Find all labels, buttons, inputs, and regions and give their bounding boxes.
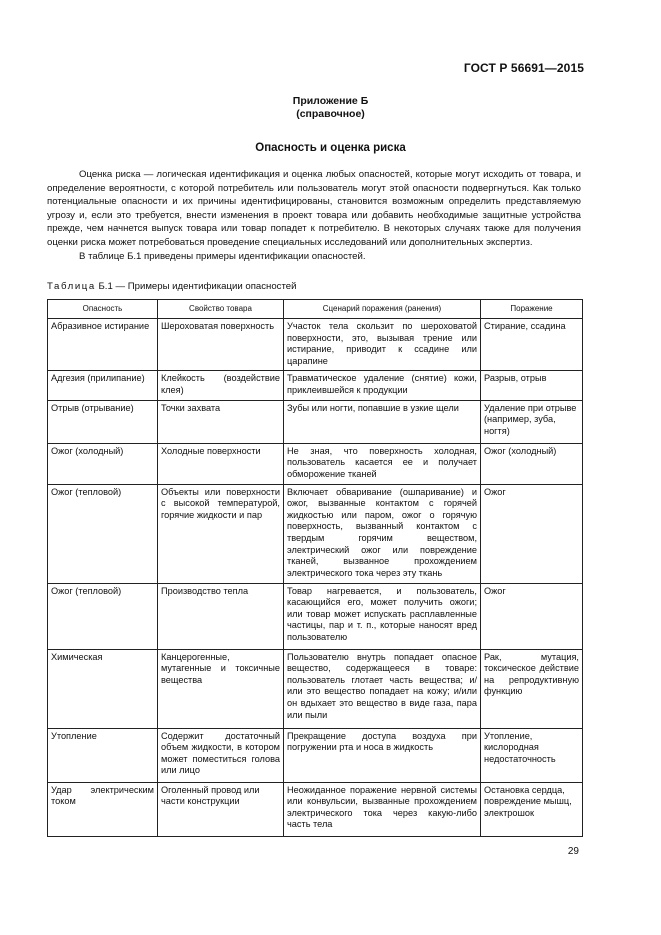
cell-property: Холодные поверхности <box>158 443 284 484</box>
table-caption <box>47 281 296 292</box>
cell-scenario: Прекращение доступа воздуха при погружении рта и носа в жидкость <box>284 728 481 782</box>
table-row <box>48 649 583 728</box>
cell-injury: Остановка сердца, повреждение мышц, электрошок <box>481 782 583 836</box>
annex-heading <box>0 95 661 121</box>
cell-scenario: Не зная, что поверхность холодная, пользователь касается ее и получает обморожение тканей <box>284 443 481 484</box>
table-row <box>48 371 583 400</box>
header-product-property: Свойство товара <box>158 300 284 319</box>
cell-injury: Ожог <box>481 583 583 649</box>
cell-hazard: Абразивное истирание <box>48 319 158 371</box>
cell-hazard: Утопление <box>48 728 158 782</box>
cell-property: Канцерогенные, мутагенные и токсичные вещества <box>158 649 284 728</box>
cell-injury: Разрыв, отрыв <box>481 371 583 400</box>
cell-hazard: Химическая <box>48 649 158 728</box>
cell-injury: Ожог (холодный) <box>481 443 583 484</box>
cell-property: Оголенный провод или части конструкции <box>158 782 284 836</box>
cell-scenario: Неожиданное поражение нервной системы или конвульсии, вызванные прохождением электрического тока через какую-либо часть тела <box>284 782 481 836</box>
paragraph-intro: Оценка риска — логическая идентификация и оценка любых опасностей, которые могут исходить от товара, и определение вероятности, с которой потребитель или пользователь могут этой опасности подвергнуться. Как только потенциальные опасности и их причины идентифицированы, становится возможным определить представляемую угрозу и, если это требуется, внести изменения в проект товара или добавить необходимые защитные устройства прежде, чем начнется выпуск товара или товар попадет к потребителю. В некоторых случаях также для получения оценки риска может потребоваться проведение специальных исследований или дополнительных экспертиз. <box>47 169 581 248</box>
annex-subtitle: (справочное) <box>296 108 365 120</box>
table-row <box>48 782 583 836</box>
table-caption-label: Таблица <box>47 281 96 292</box>
document-code: ГОСТ Р 56691—2015 <box>463 61 584 75</box>
cell-injury: Рак, мутация, токсическое действие на репродуктивную функцию <box>481 649 583 728</box>
cell-scenario: Товар нагревается, и пользователь, касающийся его, может получить ожоги; или товар может испускать расплавленные частицы, пар и т. п., которые наносят вред пользователю <box>284 583 481 649</box>
cell-scenario: Пользователю внутрь попадает опасное вещество, содержащееся в товаре: пользователь глотает часть вещества; и/или это вещество попадает на кожу; и/или он вдыхает это вещество в виде газа, пара или пыли <box>284 649 481 728</box>
table-caption-text: — Примеры идентификации опасностей <box>112 281 297 292</box>
section-title: Опасность и оценка риска <box>255 142 406 154</box>
annex-title: Приложение Б <box>292 95 369 107</box>
table-row <box>48 400 583 443</box>
table-row <box>48 443 583 484</box>
header-injury-scenario: Сценарий поражения (ранения) <box>284 300 481 319</box>
cell-hazard: Удар электрическим током <box>48 782 158 836</box>
cell-scenario: Включает обваривание (ошпаривание) и ожог, вызванные контактом с горячей жидкостью или паром, ожог о горячую поверхность, вызванный контактом с твердым горячим веществом, электрический ожог или повреждение тканей, вызванное прохождением электрического тока через эту ткань <box>284 484 481 583</box>
table-header-row <box>48 300 583 319</box>
cell-property: Шероховатая поверхность <box>158 319 284 371</box>
paragraph-table-reference: В таблице Б.1 приведены примеры идентификации опасностей. <box>79 250 366 262</box>
cell-scenario: Травматическое удаление (снятие) кожи, приклеившейся к продукции <box>284 371 481 400</box>
cell-injury: Стирание, ссадина <box>481 319 583 371</box>
table-row <box>48 319 583 371</box>
cell-scenario: Зубы или ногти, попавшие в узкие щели <box>284 400 481 443</box>
table-row <box>48 728 583 782</box>
cell-property: Точки захвата <box>158 400 284 443</box>
cell-hazard: Отрыв (отрывание) <box>48 400 158 443</box>
cell-hazard: Адгезия (прилипание) <box>48 371 158 400</box>
table-row <box>48 583 583 649</box>
cell-hazard: Ожог (холодный) <box>48 443 158 484</box>
cell-property: Содержит достаточный объем жидкости, в котором может поместиться голова или лицо <box>158 728 284 782</box>
page-number: 29 <box>567 846 579 857</box>
cell-injury: Удаление при отрыве (например, зуба, ногтя) <box>481 400 583 443</box>
header-hazard: Опасность <box>48 300 158 319</box>
cell-property: Производство тепла <box>158 583 284 649</box>
cell-hazard: Ожог (тепловой) <box>48 583 158 649</box>
cell-scenario: Участок тела скользит по шероховатой поверхности, это, вызывая трение или истирание, приводит к ссадине или царапине <box>284 319 481 371</box>
cell-property: Объекты или поверхности с высокой температурой, горячие жидкости и пар <box>158 484 284 583</box>
cell-hazard: Ожог (тепловой) <box>48 484 158 583</box>
table-row <box>48 484 583 583</box>
header-injury: Поражение <box>481 300 583 319</box>
hazard-table <box>47 299 583 837</box>
table-caption-number: Б.1 <box>98 281 113 292</box>
cell-injury: Утопление, кислородная недостаточность <box>481 728 583 782</box>
body-text <box>47 168 581 263</box>
cell-injury: Ожог <box>481 484 583 583</box>
cell-property: Клейкость (воздействие клея) <box>158 371 284 400</box>
